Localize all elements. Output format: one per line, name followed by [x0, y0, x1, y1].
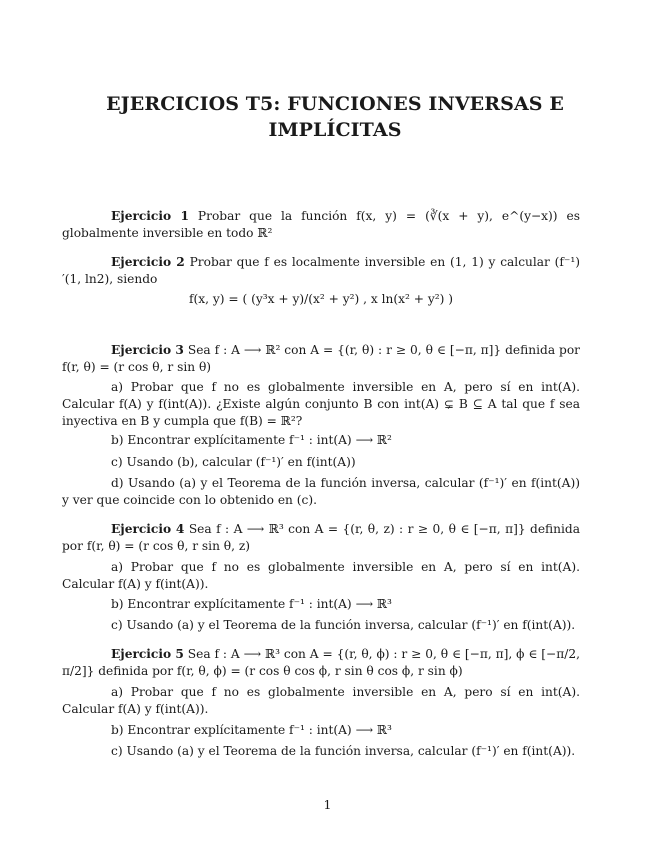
exercise-4-part-c: c) Usando (a) y el Teorema de la función inversa, calcular (f⁻¹)′ en f(int(A)).	[111, 618, 576, 632]
exercise-1-text: Probar que la función f(x, y) = (∛(x + y), e^(y−x)) es globalmente inversible en todo ℝ²	[62, 209, 580, 240]
page-number: 1	[323, 797, 332, 812]
exercise-3-part-d: d) Usando (a) y el Teorema de la función inversa, calcular (f⁻¹)′ en f(int(A)) y ver que coincide con lo obtenido en (c).	[62, 476, 580, 507]
exercise-2-label: Ejercicio 2	[111, 255, 185, 269]
exercise-3-part-a: a) Probar que f no es globalmente inversible en A, pero sí en int(A). Calcular f(A) y f(int(A)). ¿Existe algún conjunto B con int(A) ⊊ B ⊆ A tal que f sea inyectiva en B y cumpla que f(B) = ℝ²?	[62, 380, 580, 428]
exercise-5-part-c: c) Usando (a) y el Teorema de la función inversa, calcular (f⁻¹)′ en f(int(A)).	[111, 744, 576, 758]
title-line-1: EJERCICIOS T5: FUNCIONES INVERSAS E	[106, 93, 564, 115]
exercise-5-text: Sea f : A ⟶ ℝ³ con A = {(r, θ, ϕ) : r ≥ 0, θ ∈ [−π, π], ϕ ∈ [−π/2, π/2]} definida por f(r, θ, ϕ) = (r cos θ cos ϕ, r sin θ cos ϕ, r sin ϕ)	[62, 647, 581, 678]
exercise-4-part-a: a) Probar que f no es globalmente inversible en A, pero sí en int(A). Calcular f(A) y f(int(A)).	[62, 560, 580, 591]
exercise-3-text: Sea f : A ⟶ ℝ² con A = {(r, θ) : r ≥ 0, θ ∈ [−π, π]} definida por f(r, θ) = (r cos θ, r sin θ)	[62, 343, 581, 374]
exercise-5	[62, 646, 580, 680]
exercise-5-part-b: b) Encontrar explícitamente f⁻¹ : int(A) ⟶ ℝ³	[111, 723, 392, 737]
exercise-3-label: Ejercicio 3	[111, 343, 184, 357]
exercise-2-formula: f(x, y) = ( (y³x + y)/(x² + y²) , x ln(x² + y²) )	[189, 292, 453, 306]
title-line-2: IMPLÍCITAS	[268, 119, 402, 141]
exercise-3-part-c: c) Usando (b), calcular (f⁻¹)′ en f(int(A))	[111, 455, 356, 469]
exercise-5-label: Ejercicio 5	[111, 647, 184, 661]
exercise-3-part-b: b) Encontrar explícitamente f⁻¹ : int(A) ⟶ ℝ²	[111, 433, 392, 447]
exercise-4-part-b: b) Encontrar explícitamente f⁻¹ : int(A) ⟶ ℝ³	[111, 597, 392, 611]
page-title	[60, 91, 610, 143]
exercise-4-label: Ejercicio 4	[111, 522, 185, 536]
exercise-4	[62, 521, 580, 555]
exercise-1	[62, 208, 580, 242]
exercise-2-text: Probar que f es localmente inversible en (1, 1) y calcular (f⁻¹)′(1, ln2), siendo	[62, 255, 581, 286]
exercise-5-part-a: a) Probar que f no es globalmente inversible en A, pero sí en int(A). Calcular f(A) y f(int(A)).	[62, 685, 580, 716]
exercise-1-label: Ejercicio 1	[111, 209, 189, 223]
exercise-4-text: Sea f : A ⟶ ℝ³ con A = {(r, θ, z) : r ≥ 0, θ ∈ [−π, π]} definida por f(r, θ) = (r cos θ, r sin θ, z)	[62, 522, 580, 553]
exercise-3	[62, 342, 580, 376]
